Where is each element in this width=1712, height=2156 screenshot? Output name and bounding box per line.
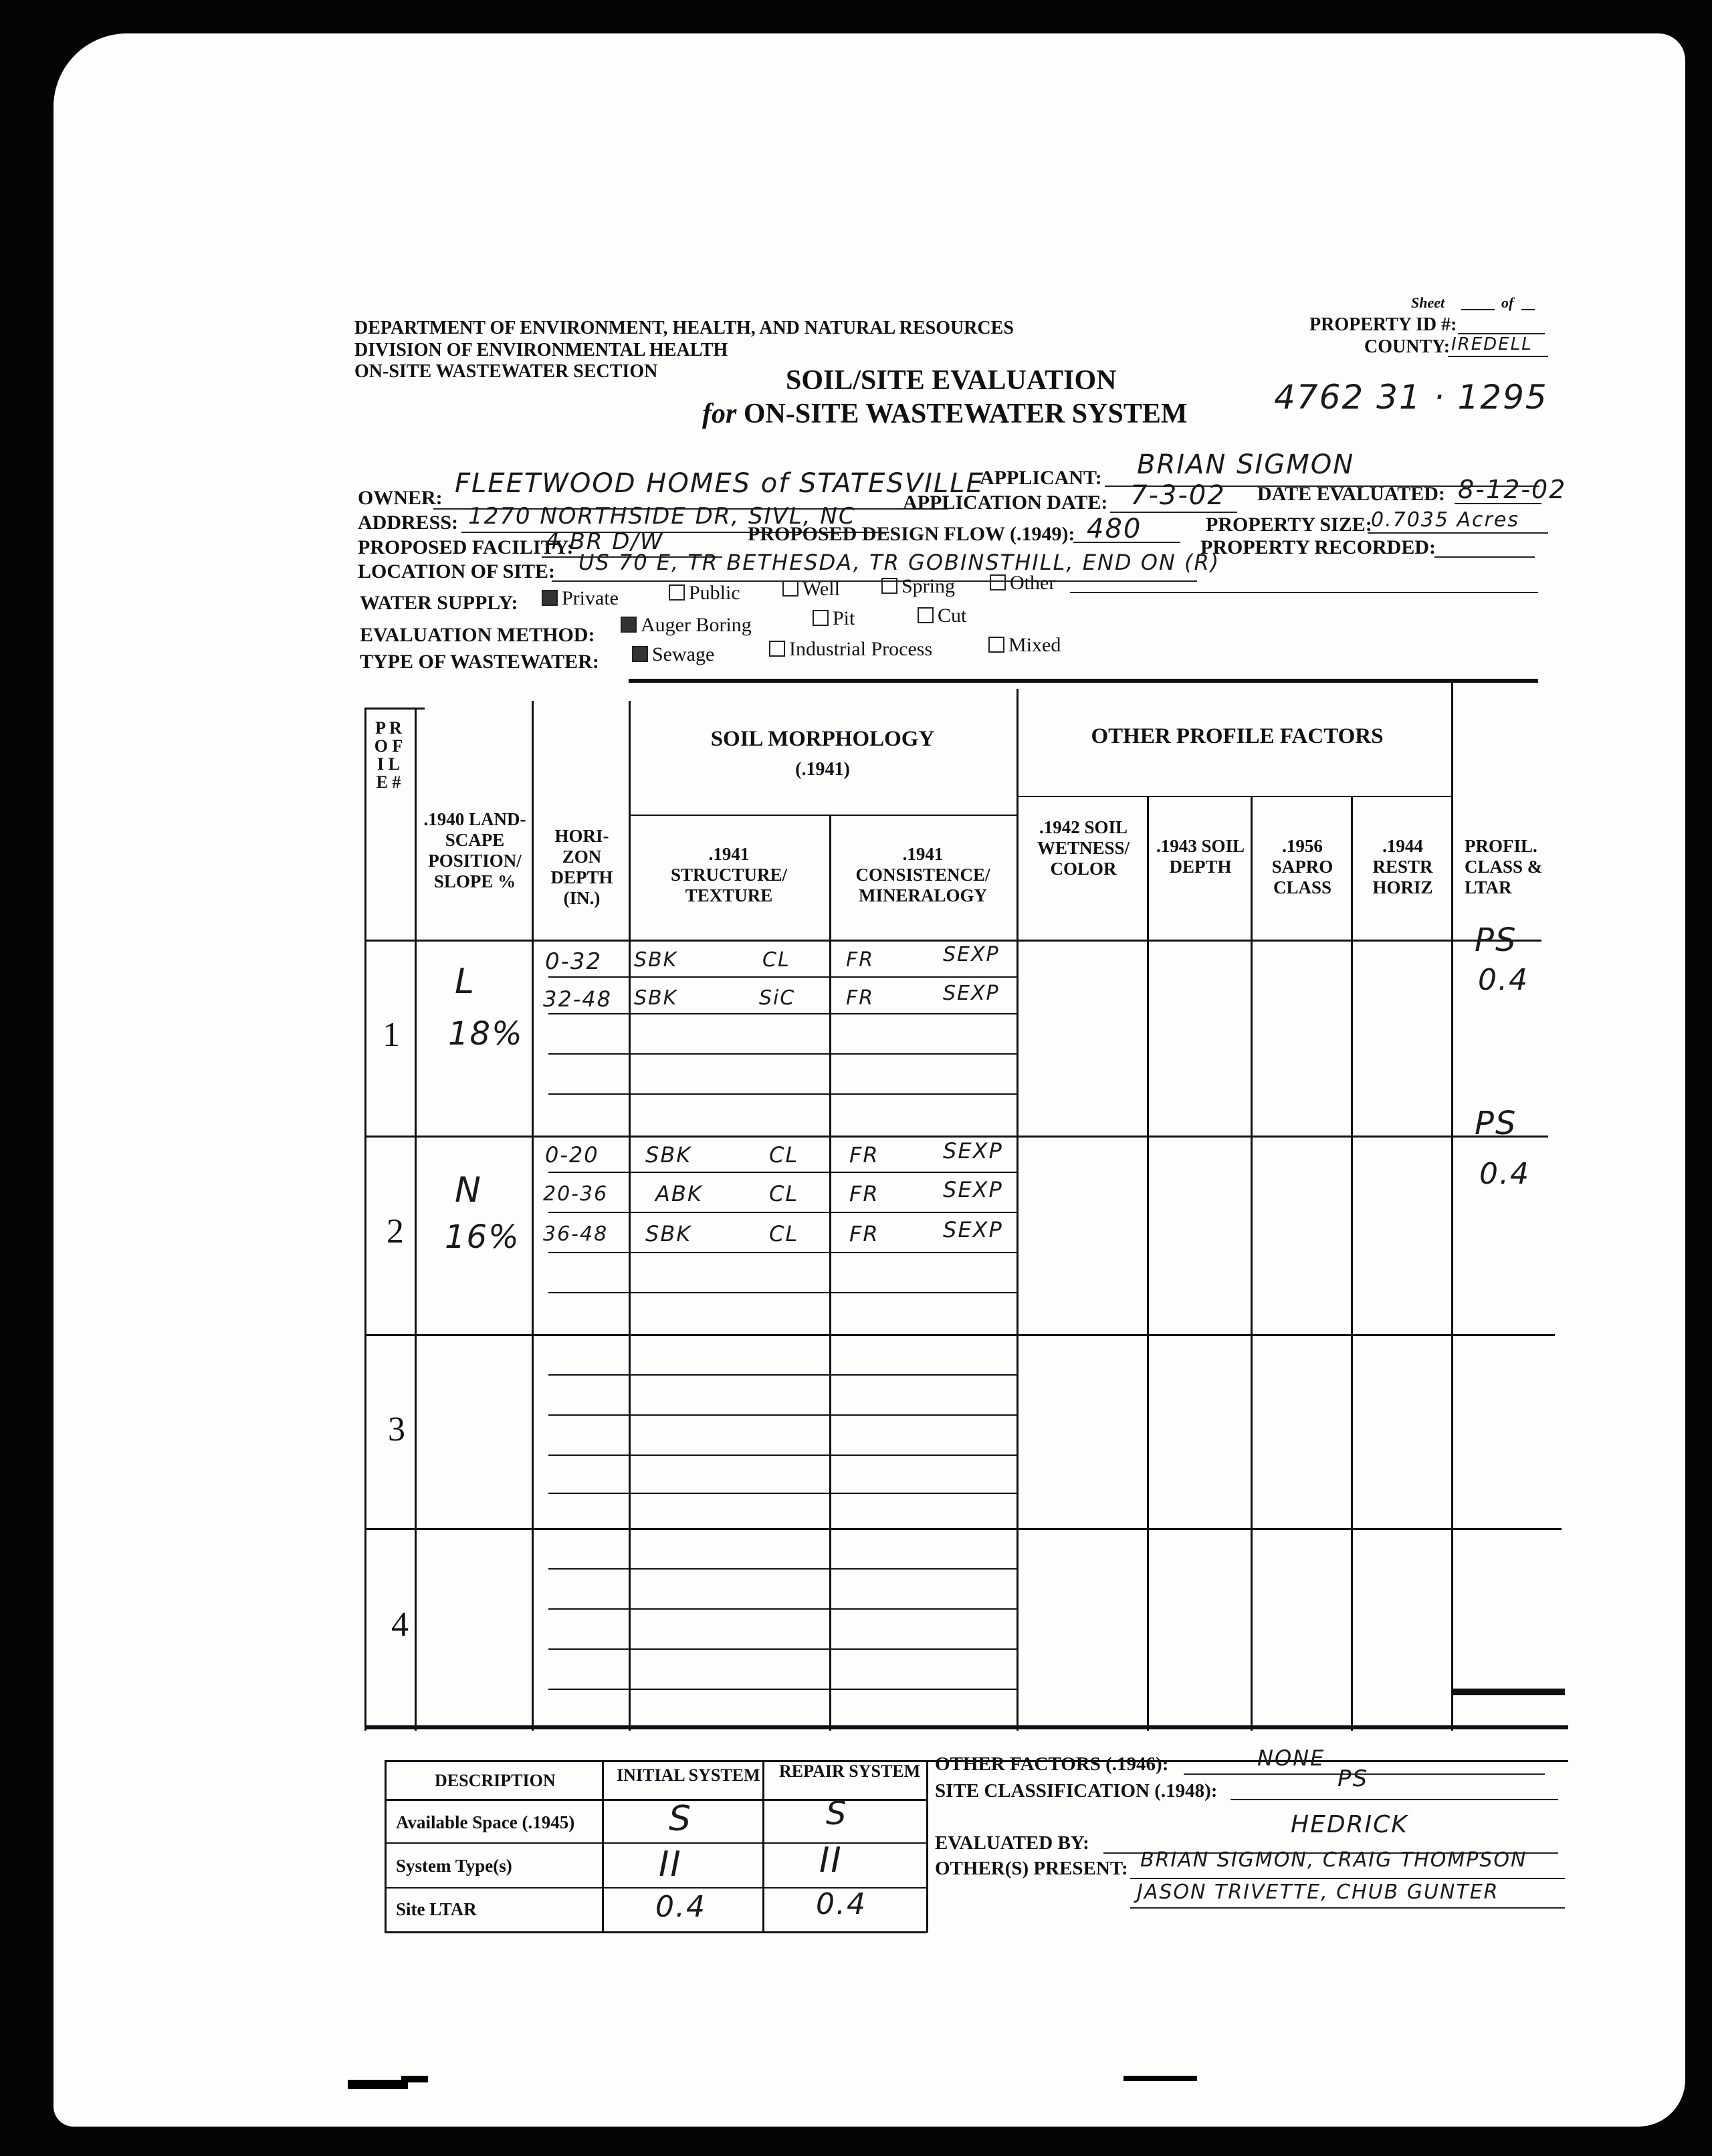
county-line xyxy=(1448,356,1548,357)
consistence: FR xyxy=(846,986,875,1010)
wastewater-option-industrial[interactable]: Industrial Process xyxy=(769,638,932,661)
water-option-other[interactable]: Other xyxy=(990,572,1055,595)
header-profile: P R O F I L E # xyxy=(374,718,403,792)
evaluated-by-label: EVALUATED BY: xyxy=(935,1832,1089,1854)
summary-initial-value: II xyxy=(659,1844,682,1884)
wastewater-option-mixed[interactable]: Mixed xyxy=(988,634,1061,657)
summary-header-initial: INITIAL SYSTEM xyxy=(617,1765,760,1785)
date-evaluated-value: 8-12-02 xyxy=(1458,475,1567,504)
eval-option-pit[interactable]: Pit xyxy=(813,607,855,630)
profile-ltar: 0.4 xyxy=(1479,1157,1530,1191)
mineralogy: SEXP xyxy=(943,943,1000,966)
eval-option-cut[interactable]: Cut xyxy=(918,605,966,627)
landscape-position: N xyxy=(455,1170,482,1210)
application-date-label: APPLICATION DATE: xyxy=(903,492,1108,514)
handwritten-property-id: 4762 31 · 1295 xyxy=(1274,378,1548,417)
county-value: IREDELL xyxy=(1451,334,1533,354)
checkbox-checked-icon xyxy=(632,646,648,662)
site-classification-value: PS xyxy=(1338,1765,1369,1792)
summary-repair-value: S xyxy=(826,1795,848,1832)
horizon-depth: 0-32 xyxy=(545,948,603,975)
design-flow-value: 480 xyxy=(1087,514,1142,544)
location-label: LOCATION OF SITE: xyxy=(358,560,556,582)
property-recorded-line xyxy=(1434,556,1535,558)
profile-number: 2 xyxy=(387,1212,404,1251)
summary-initial-value: 0.4 xyxy=(655,1890,706,1924)
header-other-profile-factors: OTHER PROFILE FACTORS xyxy=(1091,724,1384,748)
site-classification-line xyxy=(1230,1799,1558,1800)
location-value: US 70 E, TR BETHESDA, TR GOBINSTHILL, END ON (R) xyxy=(578,550,1220,575)
slope-percent: 18% xyxy=(448,1015,524,1053)
horizon-depth: 20-36 xyxy=(543,1182,609,1206)
form-subtitle: ON-SITE WASTEWATER SYSTEM xyxy=(743,399,1188,429)
property-size-line xyxy=(1368,532,1548,534)
texture: CL xyxy=(769,1181,799,1206)
profile-ltar: 0.4 xyxy=(1478,963,1529,997)
slope-percent: 16% xyxy=(445,1218,520,1256)
owner-value: FLEETWOOD HOMES of STATESVILLE xyxy=(455,468,984,499)
dept-line-1: DEPARTMENT OF ENVIRONMENT, HEALTH, AND NATURAL RESOURCES xyxy=(354,318,1014,338)
address-value: 1270 NORTHSIDE DR, SIVL, NC xyxy=(468,503,856,530)
structure: SBK xyxy=(634,948,678,972)
county-label: COUNTY: xyxy=(1364,336,1451,357)
checkbox-icon xyxy=(782,580,798,597)
checkbox-checked-icon xyxy=(542,590,558,606)
mineralogy: SEXP xyxy=(943,1217,1003,1243)
application-date-line xyxy=(1110,512,1237,513)
of-line xyxy=(1521,309,1535,310)
proposed-facility-value: 4 BR D/W xyxy=(545,528,664,555)
others-present-line-2: JASON TRIVETTE, CHUB GUNTER xyxy=(1137,1880,1499,1904)
application-date-value: 7-3-02 xyxy=(1130,480,1226,511)
summary-repair-value: II xyxy=(819,1840,843,1880)
wastewater-option-sewage[interactable]: Sewage xyxy=(632,643,714,666)
mineralogy: SEXP xyxy=(943,1138,1003,1164)
property-size-value: 0.7035 Acres xyxy=(1371,508,1519,532)
checkbox-icon xyxy=(918,607,934,623)
consistence: FR xyxy=(846,948,875,972)
texture: CL xyxy=(769,1221,799,1247)
address-label: ADDRESS: xyxy=(358,512,459,534)
summary-initial-value: S xyxy=(669,1799,693,1839)
design-flow-label: PROPOSED DESIGN FLOW (.1949): xyxy=(748,523,1075,545)
summary-row-label: Available Space (.1945) xyxy=(396,1812,575,1832)
wastewater-type-label: TYPE OF WASTEWATER: xyxy=(360,651,599,673)
header-soil-depth: .1943 SOIL DEPTH xyxy=(1156,836,1245,877)
eval-option-auger-boring[interactable]: Auger Boring xyxy=(621,614,752,637)
profile-number: 4 xyxy=(391,1606,409,1644)
other-factors-label: OTHER FACTORS (.1946): xyxy=(935,1753,1169,1775)
form-title: SOIL/SITE EVALUATION xyxy=(786,365,1117,396)
location-line xyxy=(552,580,1197,582)
header-sapro-class: .1956 SAPRO CLASS xyxy=(1271,836,1333,897)
evaluation-method-label: EVALUATION METHOD: xyxy=(360,624,595,646)
sheet-label: Sheet xyxy=(1411,294,1445,311)
summary-repair-value: 0.4 xyxy=(816,1887,867,1921)
horizon-depth: 0-20 xyxy=(545,1142,599,1168)
water-option-public[interactable]: Public xyxy=(669,582,740,605)
summary-row-label: System Type(s) xyxy=(396,1856,512,1876)
water-option-private[interactable]: Private xyxy=(542,587,619,610)
horizon-depth: 36-48 xyxy=(543,1222,609,1246)
applicant-value: BRIAN SIGMON xyxy=(1137,449,1355,480)
of-label: of xyxy=(1501,294,1514,311)
checkbox-checked-icon xyxy=(621,617,637,633)
water-option-well[interactable]: Well xyxy=(782,578,840,601)
title-for: for xyxy=(702,399,737,429)
property-id-label: PROPERTY ID #: xyxy=(1309,314,1457,335)
sheet-line xyxy=(1461,309,1495,310)
water-other-line xyxy=(1070,592,1538,593)
profile-class: PS xyxy=(1475,1105,1517,1142)
header-structure: .1941 STRUCTURE/ TEXTURE xyxy=(670,844,788,905)
dept-line-2: DIVISION OF ENVIRONMENTAL HEALTH xyxy=(354,340,728,360)
consistence: FR xyxy=(849,1142,879,1168)
owner-label: OWNER: xyxy=(358,487,443,509)
scan-speck xyxy=(401,2076,428,2082)
checkbox-icon xyxy=(988,637,1004,653)
texture: CL xyxy=(769,1142,799,1168)
consistence: FR xyxy=(849,1221,879,1247)
profile-number: 3 xyxy=(388,1410,405,1448)
mineralogy: SEXP xyxy=(943,982,1000,1005)
texture: CL xyxy=(762,948,790,972)
water-option-spring[interactable]: Spring xyxy=(881,575,955,598)
texture: SiC xyxy=(759,986,796,1010)
profile-number: 1 xyxy=(383,1016,400,1054)
header-restr-horiz: .1944 RESTR HORIZ xyxy=(1372,836,1433,897)
profile-class: PS xyxy=(1475,922,1517,959)
scan-speck xyxy=(348,2080,408,2089)
property-recorded-label: PROPERTY RECORDED: xyxy=(1200,536,1436,558)
consistence: FR xyxy=(849,1181,879,1206)
others-present-line-1: BRIAN SIGMON, CRAIG THOMPSON xyxy=(1140,1848,1527,1872)
property-size-label: PROPERTY SIZE: xyxy=(1206,514,1372,536)
header-horizon-depth: HORI- ZON DEPTH (IN.) xyxy=(550,826,613,908)
horizon-depth: 32-48 xyxy=(543,986,612,1012)
header-soil-morphology: SOIL MORPHOLOGY xyxy=(710,727,935,751)
structure: SBK xyxy=(645,1142,692,1168)
proposed-facility-label: PROPOSED FACILITY: xyxy=(358,536,574,558)
water-supply-label: WATER SUPPLY: xyxy=(360,592,518,614)
other-factors-value: NONE xyxy=(1257,1745,1325,1771)
landscape-position: L xyxy=(455,962,475,1002)
site-classification-label: SITE CLASSIFICATION (.1948): xyxy=(935,1780,1218,1802)
summary-header-description: DESCRIPTION xyxy=(435,1771,556,1790)
others-present-line xyxy=(1130,1878,1565,1879)
header-consistence: .1941 CONSISTENCE/ MINERALOGY xyxy=(855,844,990,905)
header-soil-morphology-ref: (.1941) xyxy=(795,759,850,780)
scan-speck xyxy=(1124,2076,1197,2081)
summary-header-repair: REPAIR SYSTEM xyxy=(779,1761,921,1781)
evaluated-by-value: HEDRICK xyxy=(1291,1811,1408,1838)
structure: ABK xyxy=(655,1181,703,1206)
structure: SBK xyxy=(645,1221,692,1247)
header-soil-wetness: .1942 SOIL WETNESS/ COLOR xyxy=(1037,817,1130,879)
header-landscape: .1940 LAND- SCAPE POSITION/ SLOPE % xyxy=(423,809,526,891)
checkbox-icon xyxy=(881,578,897,594)
applicant-label: APPLICANT: xyxy=(980,467,1102,489)
mineralogy: SEXP xyxy=(943,1177,1003,1202)
dept-line-3: ON-SITE WASTEWATER SECTION xyxy=(354,361,658,382)
others-present-line-2-rule xyxy=(1130,1907,1565,1909)
structure: SBK xyxy=(634,986,678,1010)
date-evaluated-label: DATE EVALUATED: xyxy=(1257,483,1445,505)
others-present-label: OTHER(S) PRESENT: xyxy=(935,1858,1128,1879)
checkbox-icon xyxy=(669,584,685,601)
summary-row-label: Site LTAR xyxy=(396,1899,477,1919)
checkbox-icon xyxy=(990,574,1006,590)
checkbox-icon xyxy=(769,641,785,657)
header-profile-class: PROFIL. CLASS & LTAR xyxy=(1465,836,1543,897)
checkbox-icon xyxy=(813,610,829,626)
